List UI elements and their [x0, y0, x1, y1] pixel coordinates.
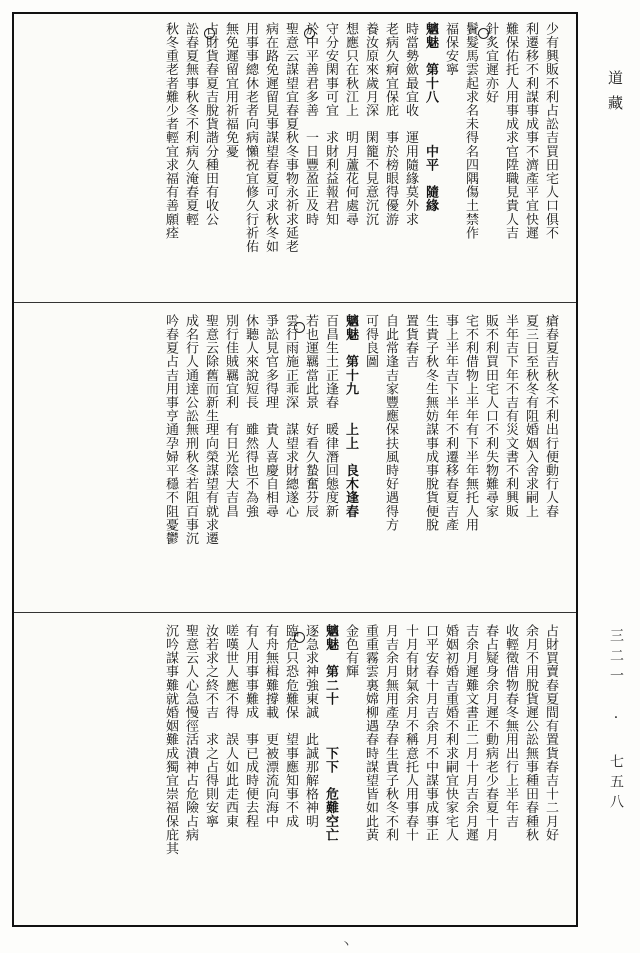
text-column: 十月有財氣余月不稱意托人用事春十 — [403, 624, 418, 842]
text-column: 聖意云謀望宜春夏秋冬事物永祈求延老 — [283, 22, 298, 254]
verse-column: 臨危只恐危難保 望事應知事不成 — [283, 624, 298, 828]
text-column: 收輕徵借物春冬無用出行上半年吉 — [503, 624, 518, 828]
bottom-mark: 丶 — [340, 937, 353, 951]
verse-column: 嗟嘆世人應不得 誤人如此走西東 — [223, 624, 238, 828]
verse-column: 有舟無楫難撐載 更被漂流向海中 — [263, 624, 278, 828]
oracle-section-19 — [34, 314, 560, 602]
text-column: 占財貨春夏吉脫貨諧分種田有收公 — [203, 22, 218, 226]
oracle-section-20 — [34, 624, 560, 918]
text-column: 口平安春十月吉余月不中謀事成事正 — [423, 624, 438, 842]
verse-column: 有人用事事難成 事已成時便去程 — [243, 624, 258, 828]
text-column: 秋冬重老者難少者輕宜求福有善願痊 — [163, 22, 178, 240]
text-column: 瘡春夏吉秋冬不利出行便動行人春 — [543, 314, 558, 518]
section-divider-1 — [14, 302, 576, 303]
verse-column: 時當勢歛最宜收 運用隨緣莫外求 — [403, 22, 418, 226]
text-column: 福保安寧 — [443, 22, 458, 77]
text-column: 事上半年吉下半年不利遷移春夏吉產 — [443, 314, 458, 532]
verse-column: 養汝原來歲月深 閑籠不見意沉沉 — [363, 22, 378, 226]
oracle-heading: 魑魅 第十八 中平 隨緣 — [423, 22, 438, 213]
verse-column: 想應只在秋江上 明月蘆花何處尋 — [343, 22, 358, 226]
page-number: 三二一 · 七五八 — [608, 628, 624, 814]
verse-column: 百昌生土正逢春 暖律潛回態度新 — [323, 314, 338, 518]
text-column: 余月不用脫貨遲公訟無事種田春種秋 — [523, 624, 538, 842]
text-column: 金色有輝 — [343, 624, 358, 679]
text-column: 重重霧雲裏嫦柳遇春時謀望皆如此黃 — [363, 624, 378, 842]
verse-column: 別行佳賊羈宜利 有日光陰大吉昌 — [223, 314, 238, 518]
oracle-section-18 — [34, 22, 560, 294]
text-column: 少有興販不利占訟吉買田宅人口俱不 — [543, 22, 558, 240]
text-column: 月吉余月無用產孕春生貴子秋冬不利 — [383, 624, 398, 842]
text-column: 婚姻初婚吉重婚不利求嗣宜快家宅人 — [443, 624, 458, 842]
text-column: 聖意云人心急慢徑活潰神占危險占病 — [183, 624, 198, 842]
verse-column: 於中平善君多善 一日豐盈正及時 — [303, 22, 318, 226]
verse-column: 休聽人來說短長 雖然得也不為強 — [243, 314, 258, 518]
section-divider-2 — [14, 612, 576, 613]
text-column: 難保佑托人用事成求官陞職見貴人吉 — [503, 22, 518, 240]
text-column: 自此常逢吉家豐應保扶風時好遇得方 — [383, 314, 398, 532]
text-column: 生貴子秋冬生無妨謀事成事脫貨便脫 — [423, 314, 438, 532]
text-column: 利遷移不利謀事成事不濟產平宜快遲 — [523, 22, 538, 240]
collection-title: 道藏 — [606, 70, 624, 120]
text-column: 宅不利借物上半年有下半年無托人用 — [463, 314, 478, 532]
oracle-heading: 魑魅 第二十 下下 危難空亡 — [323, 624, 338, 842]
text-column: 聖意云除舊而新生理向榮謀望有就求遷 — [203, 314, 218, 546]
text-column: 沉吟謀事難就婚姻難成獨宜崇福保庇其 — [163, 624, 178, 856]
text-column: 占財買賣春夏間有置貨春吉十二月好 — [543, 624, 558, 842]
text-column: 可得良圖 — [363, 314, 378, 369]
text-column: 無免遲留宜用祈福免憂 — [223, 22, 238, 158]
text-column: 用事事總休老者向病懶祝宜修久行祈佑 — [243, 22, 258, 254]
verse-column: 汝若求之終不吉 求之占得則安寧 — [203, 624, 218, 828]
text-column: 販不利買田宅人口不利失物難尋家 — [483, 314, 498, 518]
text-column: 半年吉下年不吉有災文書不利興販 — [503, 314, 518, 518]
text-column: 夏三日至秋冬有阻婚姻入舍求嗣上 — [523, 314, 538, 518]
text-column: 針炙宜遲亦好 — [483, 22, 498, 104]
verse-column: 逐急求神強東誠 此誠那解格神明 — [303, 624, 318, 828]
text-column: 鬢髮馬雲起求名未得名四隅傷土禁作 — [463, 22, 478, 240]
verse-column: 守分安閑事可宜 求財利益報君知 — [323, 22, 338, 226]
text-column: 置貨春吉 — [403, 314, 418, 369]
text-column: 成名行人通達公訟無刑秋冬若阻百事沉 — [183, 314, 198, 546]
text-column: 春占疑身余月遲不動病老少春夏十月 — [483, 624, 498, 842]
verse-column: 若也運羈當此景 好看久蟄奮芬辰 — [303, 314, 318, 518]
verse-column: 爭訟見官多得理 貴人喜慶自相尋 — [263, 314, 278, 518]
text-column: 吉余月遲難文書正二月十月吉余月遲 — [463, 624, 478, 842]
oracle-heading: 魑魅 第十九 上上 良木逢春 — [343, 314, 358, 518]
text-column: 訟春夏無事秋冬不利病久淹春夏輕 — [183, 22, 198, 226]
text-column: 病在路免遲留見事謀望春夏可求秋冬如 — [263, 22, 278, 254]
scripture-page-frame — [12, 12, 578, 927]
text-column: 吟春夏占吉用事亨通孕婦平穩不阻憂鬱 — [163, 314, 178, 546]
verse-column: 雲行雨施正乖深 謀望求財總遂心 — [283, 314, 298, 518]
verse-column: 老病久痾宜保庇 事於榜眼得優游 — [383, 22, 398, 226]
